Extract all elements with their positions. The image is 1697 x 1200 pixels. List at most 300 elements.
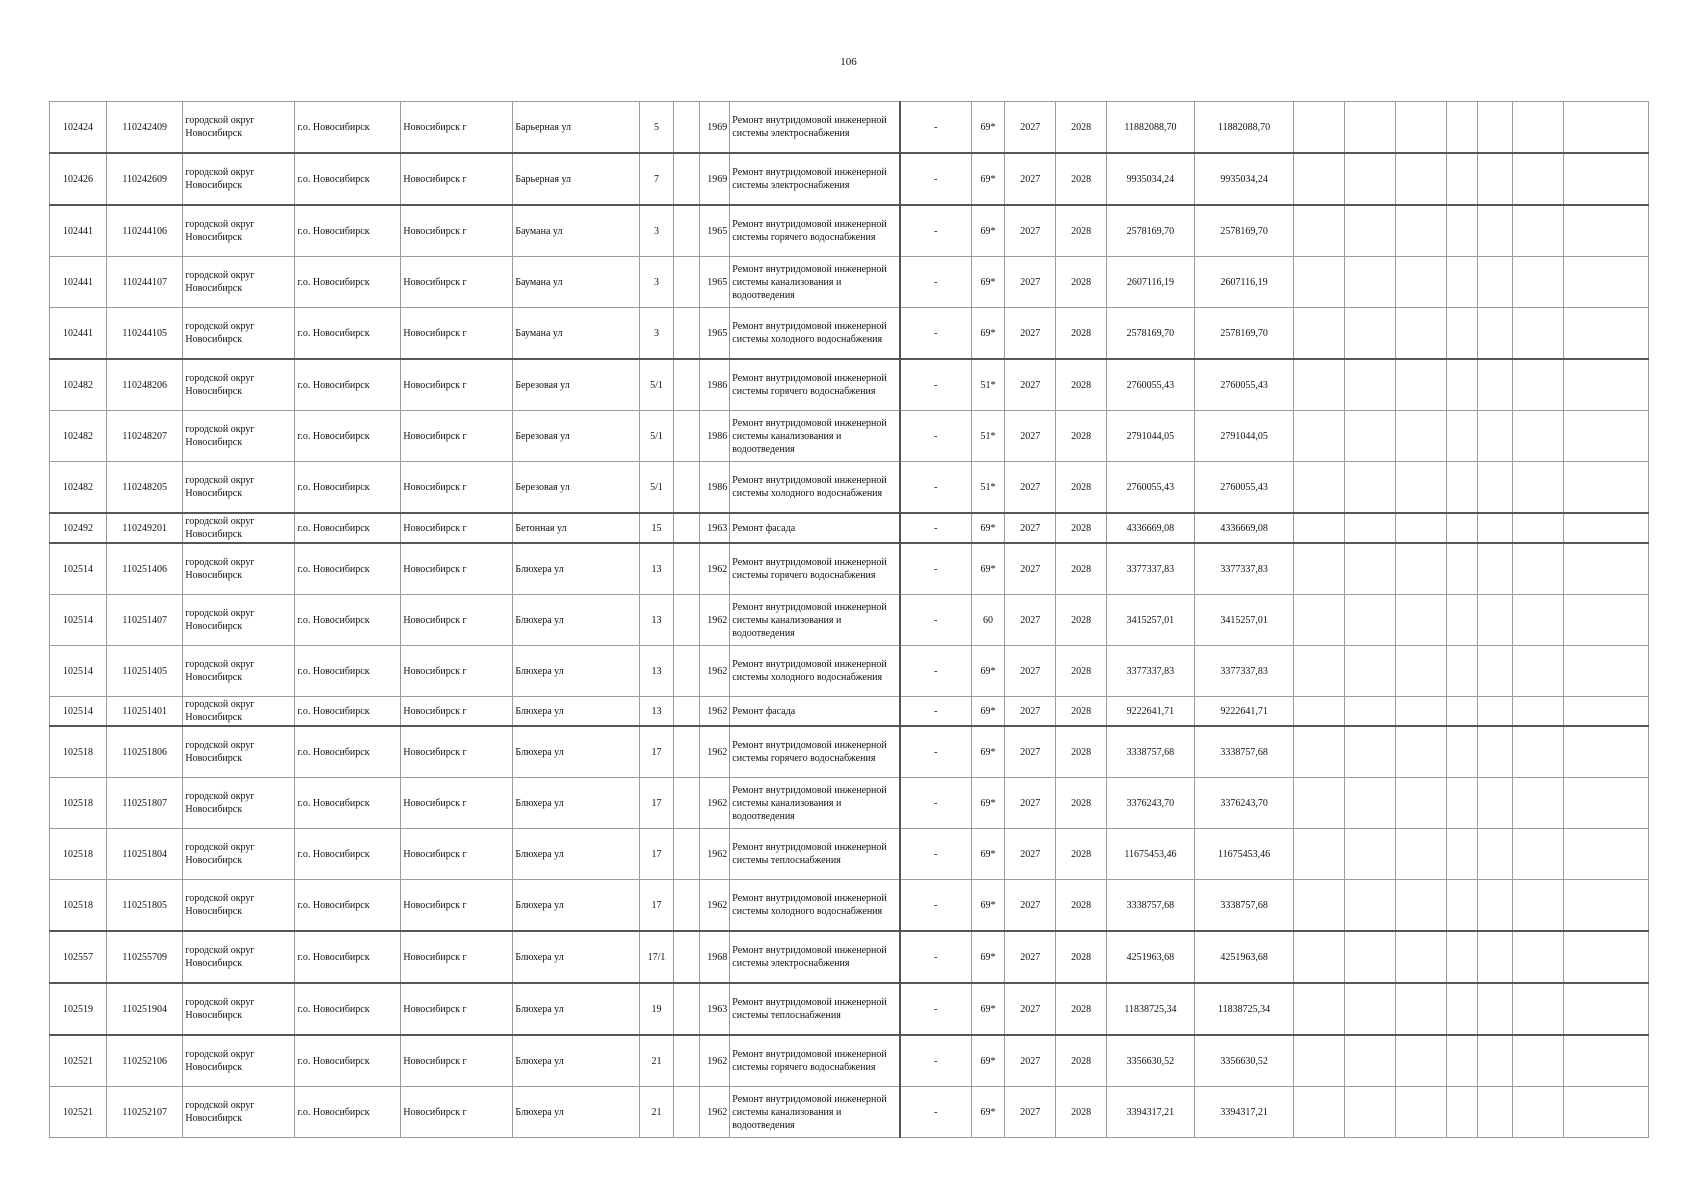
cell-district: городской округ Новосибирск — [183, 1035, 295, 1087]
cell-empty — [1396, 153, 1447, 205]
cell-city: Новосибирск г — [401, 359, 513, 411]
cell-street: Блюхера ул — [513, 880, 639, 932]
cell-year-start: 2027 — [1005, 462, 1056, 514]
cell-street: Блюхера ул — [513, 1087, 639, 1138]
cell-empty — [1477, 829, 1513, 880]
cell-house: 17 — [639, 829, 674, 880]
cell-street: Блюхера ул — [513, 646, 639, 697]
cell-wear: 69* — [971, 646, 1005, 697]
cell-house: 5/1 — [639, 411, 674, 462]
cell-code: 110251406 — [107, 543, 183, 595]
cell-total: 3376243,70 — [1194, 778, 1294, 829]
cell-empty — [1513, 1087, 1564, 1138]
cell-empty — [1513, 1035, 1564, 1087]
cell-empty — [1477, 646, 1513, 697]
cell-empty — [674, 205, 699, 257]
cell-work-type: Ремонт внутридомовой инженерной системы канализования и водоотведения — [730, 778, 900, 829]
cell-city: Новосибирск г — [401, 205, 513, 257]
cell-work-type: Ремонт внутридомовой инженерной системы холодного водоснабжения — [730, 308, 900, 360]
cell-empty — [1477, 1035, 1513, 1087]
cell-empty — [1345, 359, 1396, 411]
cell-wear: 69* — [971, 257, 1005, 308]
cell-empty — [1345, 726, 1396, 778]
cell-year-start: 2027 — [1005, 359, 1056, 411]
cell-municipality: г.о. Новосибирск — [295, 543, 401, 595]
cell-cost: 3356630,52 — [1107, 1035, 1195, 1087]
cell-city: Новосибирск г — [401, 543, 513, 595]
cell-code: 110251804 — [107, 829, 183, 880]
cell-empty — [674, 880, 699, 932]
cell-empty — [1294, 646, 1345, 697]
cell-year-built: 1986 — [699, 359, 730, 411]
cell-district: городской округ Новосибирск — [183, 778, 295, 829]
cell-house: 17 — [639, 880, 674, 932]
cell-year-end: 2028 — [1056, 1035, 1107, 1087]
cell-city: Новосибирск г — [401, 880, 513, 932]
table-row — [50, 829, 1649, 880]
cell-empty — [1447, 829, 1478, 880]
cell-dash: - — [900, 778, 971, 829]
table-row — [50, 102, 1649, 154]
cell-empty — [674, 359, 699, 411]
cell-municipality: г.о. Новосибирск — [295, 646, 401, 697]
cell-cost: 2760055,43 — [1107, 359, 1195, 411]
cell-id: 102518 — [50, 726, 107, 778]
table-row — [50, 205, 1649, 257]
cell-city: Новосибирск г — [401, 646, 513, 697]
cell-id: 102521 — [50, 1035, 107, 1087]
cell-house: 13 — [639, 646, 674, 697]
cell-empty — [1345, 778, 1396, 829]
cell-empty — [1294, 1035, 1345, 1087]
cell-city: Новосибирск г — [401, 102, 513, 154]
cell-city: Новосибирск г — [401, 1087, 513, 1138]
cell-id: 102519 — [50, 983, 107, 1035]
cell-empty — [1345, 153, 1396, 205]
table-row — [50, 359, 1649, 411]
cell-year-start: 2027 — [1005, 697, 1056, 727]
cell-code: 110248207 — [107, 411, 183, 462]
cell-empty — [674, 513, 699, 543]
cell-house: 5/1 — [639, 359, 674, 411]
cell-district: городской округ Новосибирск — [183, 880, 295, 932]
cell-empty — [1345, 931, 1396, 983]
cell-cost: 2791044,05 — [1107, 411, 1195, 462]
cell-empty — [674, 462, 699, 514]
cell-year-built: 1962 — [699, 697, 730, 727]
cell-dash: - — [900, 153, 971, 205]
cell-district: городской округ Новосибирск — [183, 983, 295, 1035]
cell-empty — [1564, 697, 1649, 727]
cell-street: Бетонная ул — [513, 513, 639, 543]
cell-wear: 69* — [971, 880, 1005, 932]
cell-total: 2760055,43 — [1194, 359, 1294, 411]
cell-empty — [674, 646, 699, 697]
cell-empty — [1477, 257, 1513, 308]
cell-year-built: 1965 — [699, 257, 730, 308]
cell-code: 110244106 — [107, 205, 183, 257]
cell-year-built: 1962 — [699, 1035, 730, 1087]
cell-empty — [1396, 931, 1447, 983]
cell-district: городской округ Новосибирск — [183, 359, 295, 411]
cell-municipality: г.о. Новосибирск — [295, 726, 401, 778]
cell-dash: - — [900, 205, 971, 257]
cell-year-built: 1962 — [699, 880, 730, 932]
cell-city: Новосибирск г — [401, 983, 513, 1035]
cell-total: 11838725,34 — [1194, 983, 1294, 1035]
cell-dash: - — [900, 543, 971, 595]
cell-city: Новосибирск г — [401, 513, 513, 543]
cell-year-start: 2027 — [1005, 778, 1056, 829]
cell-total: 2760055,43 — [1194, 462, 1294, 514]
cell-empty — [1294, 697, 1345, 727]
cell-code: 110251401 — [107, 697, 183, 727]
cell-empty — [1396, 411, 1447, 462]
cell-empty — [1564, 1087, 1649, 1138]
cell-municipality: г.о. Новосибирск — [295, 205, 401, 257]
cell-empty — [1564, 257, 1649, 308]
cell-work-type: Ремонт фасада — [730, 697, 900, 727]
cell-street: Баумана ул — [513, 205, 639, 257]
cell-dash: - — [900, 983, 971, 1035]
cell-year-built: 1963 — [699, 983, 730, 1035]
cell-cost: 3338757,68 — [1107, 726, 1195, 778]
cell-work-type: Ремонт внутридомовой инженерной системы электроснабжения — [730, 102, 900, 154]
cell-year-end: 2028 — [1056, 462, 1107, 514]
cell-empty — [1477, 778, 1513, 829]
cell-empty — [1477, 359, 1513, 411]
cell-empty — [1345, 595, 1396, 646]
cell-house: 3 — [639, 257, 674, 308]
cell-house: 5/1 — [639, 462, 674, 514]
cell-dash: - — [900, 513, 971, 543]
cell-empty — [1513, 543, 1564, 595]
cell-municipality: г.о. Новосибирск — [295, 880, 401, 932]
cell-empty — [1345, 646, 1396, 697]
cell-wear: 69* — [971, 726, 1005, 778]
cell-year-built: 1962 — [699, 543, 730, 595]
cell-wear: 69* — [971, 102, 1005, 154]
cell-empty — [1345, 543, 1396, 595]
cell-year-built: 1962 — [699, 1087, 730, 1138]
cell-empty — [1447, 646, 1478, 697]
cell-empty — [1345, 462, 1396, 514]
cell-district: городской округ Новосибирск — [183, 646, 295, 697]
cell-house: 15 — [639, 513, 674, 543]
cell-street: Березовая ул — [513, 411, 639, 462]
cell-district: городской округ Новосибирск — [183, 726, 295, 778]
cell-house: 7 — [639, 153, 674, 205]
cell-empty — [1477, 1087, 1513, 1138]
cell-empty — [1564, 829, 1649, 880]
cell-total: 4336669,08 — [1194, 513, 1294, 543]
cell-empty — [1447, 359, 1478, 411]
cell-empty — [674, 1087, 699, 1138]
cell-street: Блюхера ул — [513, 697, 639, 727]
cell-empty — [1396, 595, 1447, 646]
cell-wear: 69* — [971, 778, 1005, 829]
cell-empty — [1564, 543, 1649, 595]
cell-street: Березовая ул — [513, 462, 639, 514]
cell-year-start: 2027 — [1005, 411, 1056, 462]
cell-empty — [1345, 102, 1396, 154]
cell-street: Блюхера ул — [513, 829, 639, 880]
cell-year-end: 2028 — [1056, 411, 1107, 462]
cell-empty — [1345, 257, 1396, 308]
cell-dash: - — [900, 308, 971, 360]
cell-total: 11675453,46 — [1194, 829, 1294, 880]
cell-year-start: 2027 — [1005, 513, 1056, 543]
cell-empty — [1564, 880, 1649, 932]
cell-empty — [1345, 983, 1396, 1035]
cell-empty — [1513, 829, 1564, 880]
cell-work-type: Ремонт внутридомовой инженерной системы теплоснабжения — [730, 829, 900, 880]
cell-city: Новосибирск г — [401, 308, 513, 360]
cell-empty — [1447, 308, 1478, 360]
cell-city: Новосибирск г — [401, 411, 513, 462]
cell-wear: 51* — [971, 462, 1005, 514]
cell-work-type: Ремонт внутридомовой инженерной системы канализования и водоотведения — [730, 257, 900, 308]
cell-id: 102424 — [50, 102, 107, 154]
cell-work-type: Ремонт внутридомовой инженерной системы горячего водоснабжения — [730, 205, 900, 257]
cell-wear: 69* — [971, 983, 1005, 1035]
cell-municipality: г.о. Новосибирск — [295, 411, 401, 462]
cell-municipality: г.о. Новосибирск — [295, 513, 401, 543]
cell-cost: 11882088,70 — [1107, 102, 1195, 154]
cell-year-start: 2027 — [1005, 1035, 1056, 1087]
cell-empty — [1396, 102, 1447, 154]
cell-total: 9935034,24 — [1194, 153, 1294, 205]
cell-empty — [674, 983, 699, 1035]
cell-empty — [1564, 205, 1649, 257]
cell-total: 3338757,68 — [1194, 726, 1294, 778]
cell-year-built: 1969 — [699, 102, 730, 154]
cell-id: 102514 — [50, 595, 107, 646]
cell-empty — [1447, 205, 1478, 257]
cell-empty — [1513, 257, 1564, 308]
cell-total: 2607116,19 — [1194, 257, 1294, 308]
cell-empty — [674, 153, 699, 205]
cell-empty — [1396, 697, 1447, 727]
cell-year-built: 1965 — [699, 308, 730, 360]
cell-city: Новосибирск г — [401, 931, 513, 983]
cell-empty — [1396, 308, 1447, 360]
cell-empty — [1294, 462, 1345, 514]
cell-cost: 4336669,08 — [1107, 513, 1195, 543]
table-row — [50, 1035, 1649, 1087]
cell-house: 19 — [639, 983, 674, 1035]
cell-code: 110249201 — [107, 513, 183, 543]
cell-empty — [1447, 411, 1478, 462]
cell-municipality: г.о. Новосибирск — [295, 931, 401, 983]
cell-code: 110251407 — [107, 595, 183, 646]
table-row — [50, 543, 1649, 595]
cell-cost: 9222641,71 — [1107, 697, 1195, 727]
cell-empty — [1294, 411, 1345, 462]
cell-empty — [1345, 411, 1396, 462]
cell-year-start: 2027 — [1005, 726, 1056, 778]
cell-empty — [1447, 1035, 1478, 1087]
cell-empty — [1564, 513, 1649, 543]
cell-house: 13 — [639, 543, 674, 595]
table-row — [50, 880, 1649, 932]
cell-empty — [1477, 697, 1513, 727]
cell-district: городской округ Новосибирск — [183, 153, 295, 205]
cell-wear: 51* — [971, 411, 1005, 462]
cell-wear: 51* — [971, 359, 1005, 411]
cell-id: 102514 — [50, 697, 107, 727]
cell-work-type: Ремонт фасада — [730, 513, 900, 543]
cell-city: Новосибирск г — [401, 595, 513, 646]
cell-wear: 69* — [971, 1087, 1005, 1138]
page-number: 106 — [840, 56, 857, 68]
cell-wear: 69* — [971, 513, 1005, 543]
cell-empty — [674, 308, 699, 360]
cell-year-built: 1962 — [699, 595, 730, 646]
cell-district: городской округ Новосибирск — [183, 308, 295, 360]
cell-empty — [674, 697, 699, 727]
cell-empty — [1513, 595, 1564, 646]
cell-empty — [1345, 513, 1396, 543]
cell-empty — [1513, 205, 1564, 257]
cell-year-end: 2028 — [1056, 646, 1107, 697]
cell-id: 102557 — [50, 931, 107, 983]
cell-empty — [674, 595, 699, 646]
cell-dash: - — [900, 697, 971, 727]
cell-empty — [1396, 726, 1447, 778]
cell-house: 3 — [639, 308, 674, 360]
cell-empty — [1447, 697, 1478, 727]
cell-empty — [1447, 153, 1478, 205]
cell-empty — [1477, 102, 1513, 154]
cell-cost: 3377337,83 — [1107, 646, 1195, 697]
cell-empty — [674, 778, 699, 829]
cell-dash: - — [900, 880, 971, 932]
cell-empty — [1345, 1087, 1396, 1138]
cell-work-type: Ремонт внутридомовой инженерной системы горячего водоснабжения — [730, 359, 900, 411]
cell-total: 4251963,68 — [1194, 931, 1294, 983]
cell-code: 110242609 — [107, 153, 183, 205]
cell-empty — [674, 829, 699, 880]
table-row — [50, 646, 1649, 697]
cell-work-type: Ремонт внутридомовой инженерной системы холодного водоснабжения — [730, 880, 900, 932]
cell-year-built: 1986 — [699, 411, 730, 462]
cell-empty — [1447, 462, 1478, 514]
cell-city: Новосибирск г — [401, 829, 513, 880]
cell-year-start: 2027 — [1005, 1087, 1056, 1138]
cell-district: городской округ Новосибирск — [183, 1087, 295, 1138]
cell-empty — [1294, 308, 1345, 360]
cell-empty — [1447, 513, 1478, 543]
cell-empty — [1345, 829, 1396, 880]
cell-wear: 69* — [971, 308, 1005, 360]
cell-empty — [1477, 153, 1513, 205]
cell-year-start: 2027 — [1005, 308, 1056, 360]
cell-district: городской округ Новосибирск — [183, 595, 295, 646]
cell-empty — [1396, 983, 1447, 1035]
cell-empty — [1396, 646, 1447, 697]
cell-code: 110244107 — [107, 257, 183, 308]
cell-house: 13 — [639, 595, 674, 646]
cell-empty — [1294, 726, 1345, 778]
cell-empty — [1477, 513, 1513, 543]
cell-cost: 2578169,70 — [1107, 205, 1195, 257]
cell-code: 110252106 — [107, 1035, 183, 1087]
cell-empty — [1513, 646, 1564, 697]
cell-dash: - — [900, 102, 971, 154]
cell-empty — [1513, 983, 1564, 1035]
cell-district: городской округ Новосибирск — [183, 697, 295, 727]
cell-year-end: 2028 — [1056, 931, 1107, 983]
table-row — [50, 257, 1649, 308]
table-row — [50, 697, 1649, 727]
cell-municipality: г.о. Новосибирск — [295, 1035, 401, 1087]
cell-empty — [674, 931, 699, 983]
cell-empty — [1294, 880, 1345, 932]
cell-empty — [1294, 102, 1345, 154]
cell-street: Барьерная ул — [513, 153, 639, 205]
cell-empty — [1564, 646, 1649, 697]
cell-empty — [1396, 543, 1447, 595]
cell-id: 102426 — [50, 153, 107, 205]
cell-year-end: 2028 — [1056, 726, 1107, 778]
cell-city: Новосибирск г — [401, 1035, 513, 1087]
table-row — [50, 513, 1649, 543]
cell-empty — [1447, 257, 1478, 308]
cell-dash: - — [900, 257, 971, 308]
cell-district: городской округ Новосибирск — [183, 543, 295, 595]
table-row — [50, 1087, 1649, 1138]
cell-house: 3 — [639, 205, 674, 257]
cell-empty — [1447, 880, 1478, 932]
cell-wear: 69* — [971, 543, 1005, 595]
table-row — [50, 411, 1649, 462]
cell-empty — [1564, 931, 1649, 983]
cell-total: 2791044,05 — [1194, 411, 1294, 462]
cell-empty — [1513, 697, 1564, 727]
cell-code: 110251805 — [107, 880, 183, 932]
cell-dash: - — [900, 411, 971, 462]
cell-id: 102492 — [50, 513, 107, 543]
cell-municipality: г.о. Новосибирск — [295, 308, 401, 360]
cell-wear: 69* — [971, 153, 1005, 205]
cell-code: 110248206 — [107, 359, 183, 411]
cell-street: Блюхера ул — [513, 778, 639, 829]
cell-empty — [1513, 931, 1564, 983]
cell-dash: - — [900, 1035, 971, 1087]
cell-empty — [1513, 359, 1564, 411]
cell-total: 9222641,71 — [1194, 697, 1294, 727]
cell-work-type: Ремонт внутридомовой инженерной системы теплоснабжения — [730, 983, 900, 1035]
table-row — [50, 983, 1649, 1035]
cell-year-built: 1962 — [699, 778, 730, 829]
cell-empty — [674, 1035, 699, 1087]
cell-empty — [1447, 1087, 1478, 1138]
cell-cost: 3415257,01 — [1107, 595, 1195, 646]
cell-empty — [1294, 595, 1345, 646]
cell-house: 17 — [639, 726, 674, 778]
cell-cost: 3394317,21 — [1107, 1087, 1195, 1138]
cell-year-built: 1986 — [699, 462, 730, 514]
cell-empty — [1564, 983, 1649, 1035]
cell-wear: 69* — [971, 205, 1005, 257]
cell-cost: 3377337,83 — [1107, 543, 1195, 595]
table-body — [50, 102, 1649, 1138]
cell-cost: 2607116,19 — [1107, 257, 1195, 308]
cell-district: городской округ Новосибирск — [183, 462, 295, 514]
cell-total: 2578169,70 — [1194, 308, 1294, 360]
cell-empty — [1396, 778, 1447, 829]
